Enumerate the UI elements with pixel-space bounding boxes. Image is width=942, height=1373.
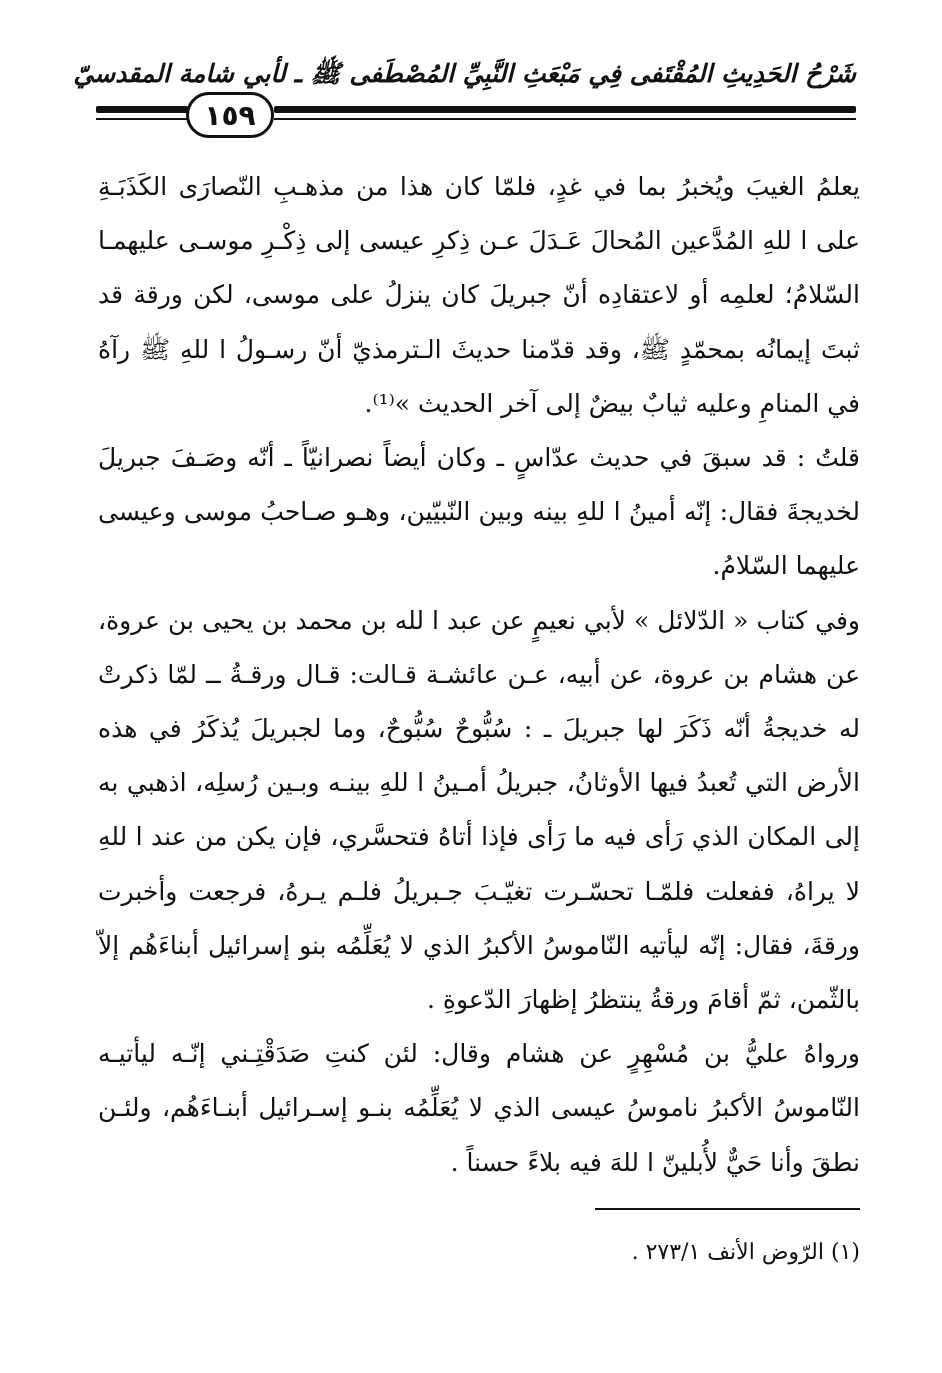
page-number: ١٥٩	[204, 98, 256, 132]
paragraph-1: يعلمُ الغيبَ ويُخبرُ بما في غدٍ، فلمّا كان هذا من مذهـبِ النّصارَى الكَذَبَـةِ على ا للهِ المُدَّعين المُحالَ عَـدَلَ عـن ذِكرِ عيسى إلى ذِكْـرِ موسـى عليهمـا السّلامُ؛ لعلمِه أو لاعتقادِه أنّ جبريلَ كان ينزلُ على موسى، لكن ورقة قد ثبتَ إيمانُه بمحمّدٍ ﷺ، وقد قدّمنا حديثَ الـترمذيّ أنّ رسـولُ ا للهِ ﷺ رآهُ في المنامِ وعليه ثيابٌ بيضٌ إلى آخر الحديث »⁽¹⁾.	[98, 172, 860, 418]
header-rule-thick-right	[274, 106, 856, 113]
header-rule-left	[96, 106, 188, 120]
header-rule-thin-right	[274, 118, 856, 120]
footnote: (١) الرّوض الأنف ٢٧٣/١ .	[631, 1240, 860, 1265]
footnote-separator	[595, 1208, 860, 1210]
paragraph-2: قلتُ : قد سبقَ في حديث عدّاسٍ ـ وكان أيضاً نصرانيّاً ـ أنّه وصَـفَ جبريلَ لخديجةَ فقال: إنّه أمينُ ا للهِ بينه وبين النّبيّين، وهـو صـاحبُ موسى وعيسى عليهما السّلامُ.	[98, 443, 860, 581]
running-header-title: شَرْحُ الحَدِيثِ المُقْتَفى فِي مَبْعَثِ النَّبِيِّ المُصْطَفى ﷺ ـ لأبي شامة المقدسيّ	[73, 59, 856, 88]
header-rule-right	[274, 106, 856, 120]
header-rule-thick-left	[96, 106, 188, 113]
paragraph-4: ورواهُ عليُّ بن مُسْهِرٍ عن هشام وقال: لئن كنتِ صَدَقْتِـني إنّـه ليأتيـه النّاموسُ الأكبرُ ناموسُ عيسى الذي لا يُعَلِّمُه بنـو إسـرائيل أبنـاءَهُم، ولئـن نطقَ وأنا حَيٌّ لأُبلينّ ا للهَ فيه بلاءً حسناً .	[98, 1039, 860, 1177]
page-number-badge	[186, 92, 274, 138]
paragraph-3: وفي كتاب « الدّلائل » لأبي نعيمٍ عن عبد ا لله بن محمد بن يحيى بن عروة، عن هشام بن عروة، عن أبيه، عـن عائشـة قـالت: قـال ورقـةُ ــ لمّا ذكرتْ له خديجةُ أنّه ذَكَرَ لها جبريلَ ـ : سُبُّوحٌ سُبُّوحٌ، وما لجبريلَ يُذكَرُ في هذه الأرض التي تُعبدُ فيها الأوثانُ، جبريلُ أمـينُ ا للهِ بينـه وبـين رُسلِه، اذهبي به إلى المكان الذي رَأى فيه ما رَأى فإذا أتاهُ فتحسَّري، فإن يكن من عند ا للهِ لا يراهُ، ففعلت فلمّـا تحسّـرت تغيّـبَ جـبريلُ فلـم يـرهُ، فرجعت وأخبرت ورقةَ، فقال: إنّه ليأتيه النّاموسُ الأكبرُ الذي لا يُعَلِّمُه بنو إسرائيل أبناءَهُم إلاّ بالثّمن، ثمّ أقامَ ورقةُ ينتظرُ إظهارَ الدّعوةِ .	[98, 605, 860, 1015]
main-text	[98, 160, 860, 1190]
header-rule-thin-left	[96, 118, 188, 120]
